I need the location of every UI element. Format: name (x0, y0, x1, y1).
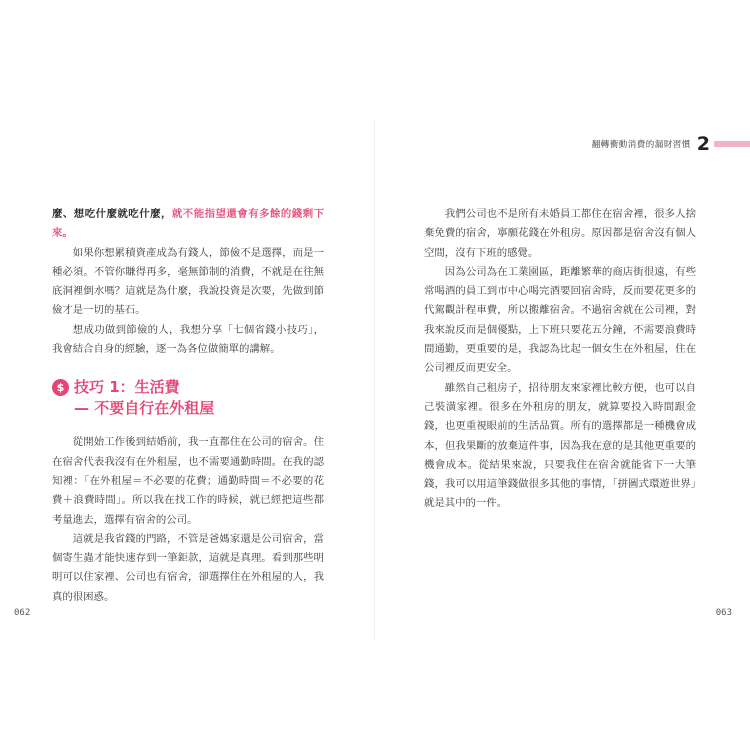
page-number-left: 062 (14, 608, 31, 618)
paragraph: 如果你想累積資產成為有錢人，節儉不是選擇，而是一種必須。不管你賺得再多，毫無節制的消費，不就是在往無底洞裡倒水嗎？這就是為什麼，我說投資是次要，先做到節儉才是一切的基石。 (52, 246, 324, 317)
paragraph: 想成功做到節儉的人，我想分享「七個省錢小技巧」，我會結合自身的經驗，逐一為各位做簡單的講解。 (52, 323, 324, 356)
left-page-column (52, 205, 324, 607)
lead-sentence (52, 205, 324, 244)
chapter-number: 2 (696, 133, 710, 155)
paragraph: 這就是我省錢的門路，不管是爸媽家還是公司宿舍，當個寄生蟲才能快速存到一筆鉅款，這就是真理。看到那些明明可以住家裡、公司也有宿舍，卻選擇住在外租屋的人，我真的很困惑。 (52, 532, 324, 603)
paragraph: 因為公司為在工業園區，距離繁華的商店街很遠，有些常喝酒的員工到市中心喝完酒要回宿舍時，反而要花更多的代駕觀計程車費，所以搬離宿舍。不過宿舍就在公司裡，對我來說反而是個優點，上下班只要花五分鐘，不需要浪費時間通勤，更重要的是，我認為比起一個女生在外租屋，住在公司裡反而更安全。 (424, 265, 696, 375)
section-title-line2: — 不要自行在外租屋 (74, 399, 215, 418)
paragraph: 從開始工作後到結婚前，我一直都住在公司的宿舍。住在宿舍代表我沒有在外租屋，也不需要通勤時間。在我的認知裡：「在外租屋＝不必要的花費；通勤時間＝不必要的花費＋浪費時間」。所以我在找工作的時候，就已經把這些都考量進去，選擇有宿舍的公司。 (52, 436, 324, 526)
paragraph: 雖然自己租房子，招待朋友來家裡比較方便，也可以自己裝潢家裡。很多在外租房的朋友，就算要投入時間跟金錢，也更重視眼前的生活品質。所有的選擇都是一種機會成本，但我果斷的放棄這件事，因為我在意的是其他更重要的機會成本。從結果來說，只要我住在宿舍就能省下一大筆錢，我可以用這筆錢做很多其他的事情，「拼圖式環遊世界」就是其中的一件。 (424, 381, 696, 510)
paragraph: 我們公司也不是所有未婚員工都住在宿舍裡，很多人捨棄免費的宿舍，寧願花錢在外租房。原因都是宿舍沒有個人空間，沒有下班的感覺。 (424, 208, 696, 259)
right-page-column (424, 205, 696, 514)
coin-icon: $ (52, 379, 69, 396)
section-heading (52, 377, 324, 419)
section-title-line1: 技巧 1：生活費 (74, 378, 180, 397)
running-header (591, 133, 750, 155)
gutter-divider (374, 120, 375, 640)
page-number-right: 063 (715, 608, 732, 618)
lead-highlight: 就不能指望還會有多餘的錢剩下來。 (52, 208, 325, 240)
chapter-tab-bar (714, 141, 750, 147)
running-title: 翻轉衝動消費的漏財習慣 (591, 140, 691, 150)
lead-prefix: 麼、想吃什麼就吃什麼， (52, 208, 172, 220)
